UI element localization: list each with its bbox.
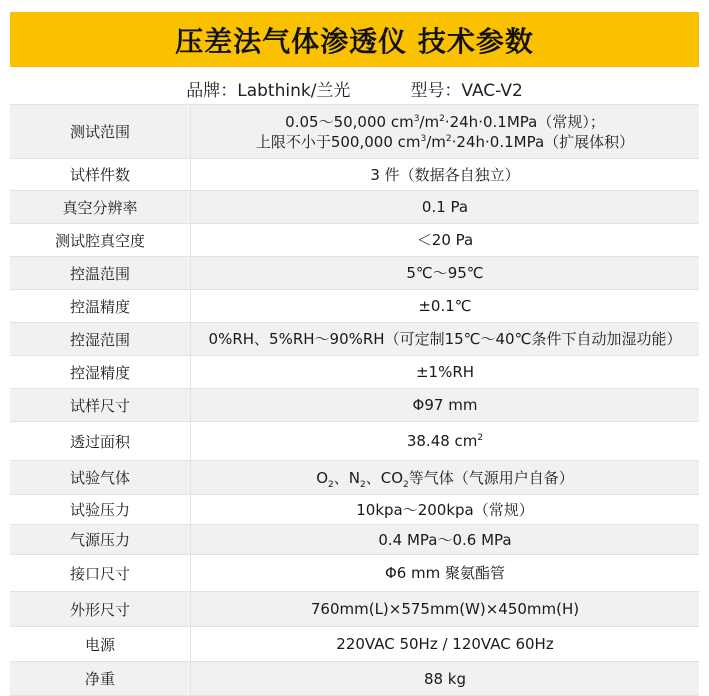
row-value: Φ6 mm 聚氨酯管 <box>384 564 506 582</box>
row-label: 控温范围 <box>10 257 191 289</box>
row-label: 测试腔真空度 <box>10 224 191 256</box>
table-row <box>10 389 699 422</box>
table-row <box>10 461 699 495</box>
row-label: 测试范围 <box>10 105 191 158</box>
table-row <box>10 290 699 323</box>
row-value: 88 kg <box>423 669 467 688</box>
table-row <box>10 662 699 696</box>
row-label: 试样件数 <box>10 159 191 190</box>
table-row <box>10 323 699 356</box>
row-label: 电源 <box>10 627 191 661</box>
model-label: 型号：VAC-V2 <box>410 80 523 101</box>
row-value: ±1%RH <box>415 363 475 381</box>
row-label: 透过面积 <box>10 422 191 460</box>
row-label: 气源压力 <box>10 525 191 554</box>
table-row <box>10 191 699 224</box>
row-value: 0.1 Pa <box>421 198 469 216</box>
row-value: 0%RH、5%RH～90%RH（可定制15℃～40℃条件下自动加湿功能） <box>208 330 682 348</box>
table-row <box>10 495 699 525</box>
row-label: 净重 <box>10 662 191 695</box>
table-row <box>10 422 699 461</box>
row-value: 10kpa～200kpa（常规） <box>356 500 534 519</box>
spec-table <box>10 104 699 696</box>
value-line: 0.05～50,000 $cm^3/m^2\cdot 24h\cdot 0.1MPa$（常规）； <box>285 112 605 131</box>
row-value: ±0.1℃ <box>418 297 472 315</box>
row-value: $O_2$、$N_2$、$CO_2$等气体（气源用户自备） <box>316 468 574 490</box>
row-label: 真空分辨率 <box>10 191 191 223</box>
value-line: 上限不小于500,000 $cm^3/m^2\cdot 24h\cdot 0.1MPa$（扩展体积） <box>255 132 635 151</box>
title-banner <box>10 12 699 67</box>
table-row <box>10 555 699 592</box>
row-value: 0.4 MPa～0.6 MPa <box>378 530 512 549</box>
table-row <box>10 627 699 662</box>
row-label: 控湿范围 <box>10 323 191 355</box>
row-value: ＜20 Pa <box>416 231 474 249</box>
brand-model-line <box>10 74 699 102</box>
row-value: Φ97 mm <box>412 396 478 414</box>
row-value: 5℃～95℃ <box>406 264 484 282</box>
row-label: 试验压力 <box>10 495 191 524</box>
row-value: 3 件（数据各自独立） <box>370 165 520 184</box>
row-label: 控湿精度 <box>10 356 191 388</box>
table-row <box>10 592 699 627</box>
table-row <box>10 159 699 191</box>
row-value <box>191 105 699 158</box>
table-row <box>10 356 699 389</box>
page-title: 压差法气体渗透仪 技术参数 <box>175 24 534 58</box>
row-label: 接口尺寸 <box>10 555 191 591</box>
row-value: 760mm(L)×575mm(W)×450mm(H) <box>310 600 580 618</box>
row-label: 外形尺寸 <box>10 592 191 626</box>
brand-label: 品牌：Labthink/兰光 <box>186 80 351 101</box>
table-row <box>10 257 699 290</box>
table-row <box>10 525 699 555</box>
row-value: 38.48 $cm^2$ <box>406 432 484 450</box>
row-label: 试验气体 <box>10 461 191 494</box>
table-row <box>10 105 699 159</box>
row-label: 控温精度 <box>10 290 191 322</box>
table-row <box>10 224 699 257</box>
row-label: 试样尺寸 <box>10 389 191 421</box>
row-value: 220VAC 50Hz / 120VAC 60Hz <box>336 635 554 653</box>
